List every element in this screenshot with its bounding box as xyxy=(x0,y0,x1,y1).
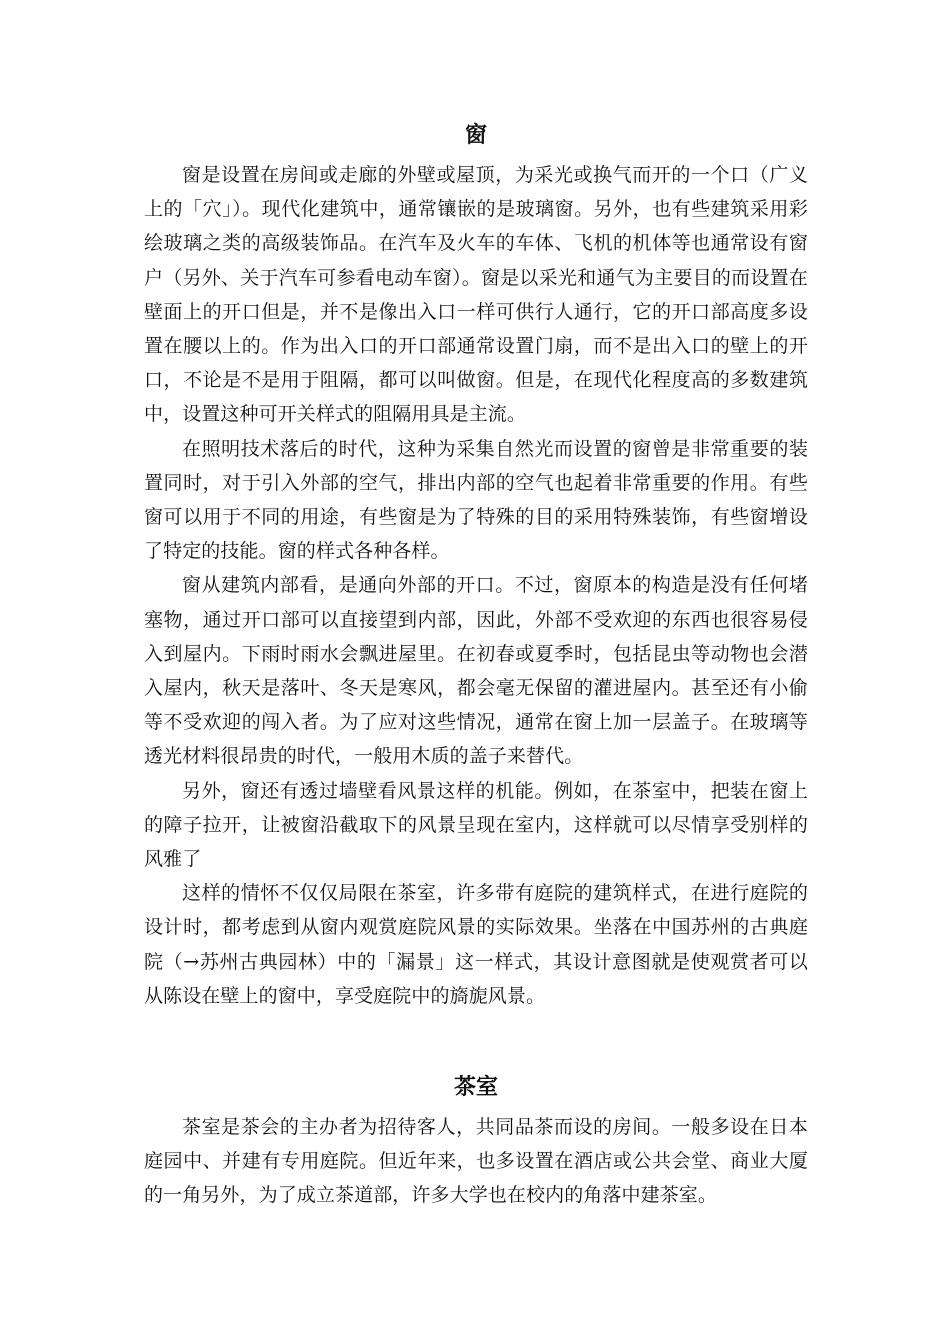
section-window xyxy=(144,120,808,1013)
paragraph: 这样的情怀不仅仅局限在茶室，许多带有庭院的建筑样式，在进行庭院的设计时，都考虑到从窗内观赏庭院风景的实际效果。坐落在中国苏州的古典庭院（→苏州古典园林）中的「漏景」这一样式，其设计意图就是使观赏者可以从陈设在壁上的窗中，享受庭院中的旖旎风景。 xyxy=(144,882,808,1007)
section-heading-tearoom: 茶室 xyxy=(453,1075,498,1100)
paragraph: 窗从建筑内部看，是通向外部的开口。不过，窗原本的构造是没有任何堵塞物，通过开口部可以直接望到内部，因此，外部不受欢迎的东西也很容易侵入到屋内。下雨时雨水会飘进屋里。在初春或夏季时，包括昆虫等动物也会潜入屋内，秋天是落叶、冬天是寒风，都会毫无保留的灌进屋内。甚至还有小偷等不受欢迎的闯入者。为了应对这些情况，通常在窗上加一层盖子。在玻璃等透光材料很昂贵的时代，一般用木质的盖子来替代。 xyxy=(144,574,808,768)
paragraph: 茶室是茶会的主办者为招待客人，共同品茶而设的房间。一般多设在日本庭园中、并建有专用庭院。但近年来，也多设置在酒店或公共会堂、商业大厦的一角另外，为了成立茶道部，许多大学也在校内的角落中建茶室。 xyxy=(144,1116,808,1207)
paragraph: 另外，窗还有透过墙壁看风景这样的机能。例如，在茶室中，把装在窗上的障子拉开，让被窗沿截取下的风景呈现在室内，这样就可以尽情享受别样的风雅了 xyxy=(144,779,808,871)
section-heading-window: 窗 xyxy=(464,123,487,148)
paragraph: 窗是设置在房间或走廊的外壁或屋顶，为采光或换气而开的一个口（广义上的「穴」）。现代化建筑中，通常镶嵌的是玻璃窗。另外，也有些建筑采用彩绘玻璃之类的高级装饰品。在汽车及火车的车体、飞机的机体等也通常设有窗户（另外、关于汽车可参看电动车窗）。窗是以采光和通气为主要目的而设置在壁面上的开口但是，并不是像出入口一样可供行人通行，它的开口部高度多设置在腰以上的。作为出入口的开口部通常设置门扇，而不是出入口的壁上的开口，不论是不是用于阻隔，都可以叫做窗。但是，在现代化程度高的多数建筑中，设置这种可开关样式的阻隔用具是主流。 xyxy=(144,164,808,426)
section-tearoom xyxy=(144,1072,808,1213)
paragraph: 在照明技术落后的时代，这种为采集自然光而设置的窗曾是非常重要的装置同时，对于引入外部的空气，排出内部的空气也起着非常重要的作用。有些窗可以用于不同的用途，有些窗是为了特殊的目的采用特殊装饰，有些窗增设了特定的技能。窗的样式各种各样。 xyxy=(144,437,808,563)
